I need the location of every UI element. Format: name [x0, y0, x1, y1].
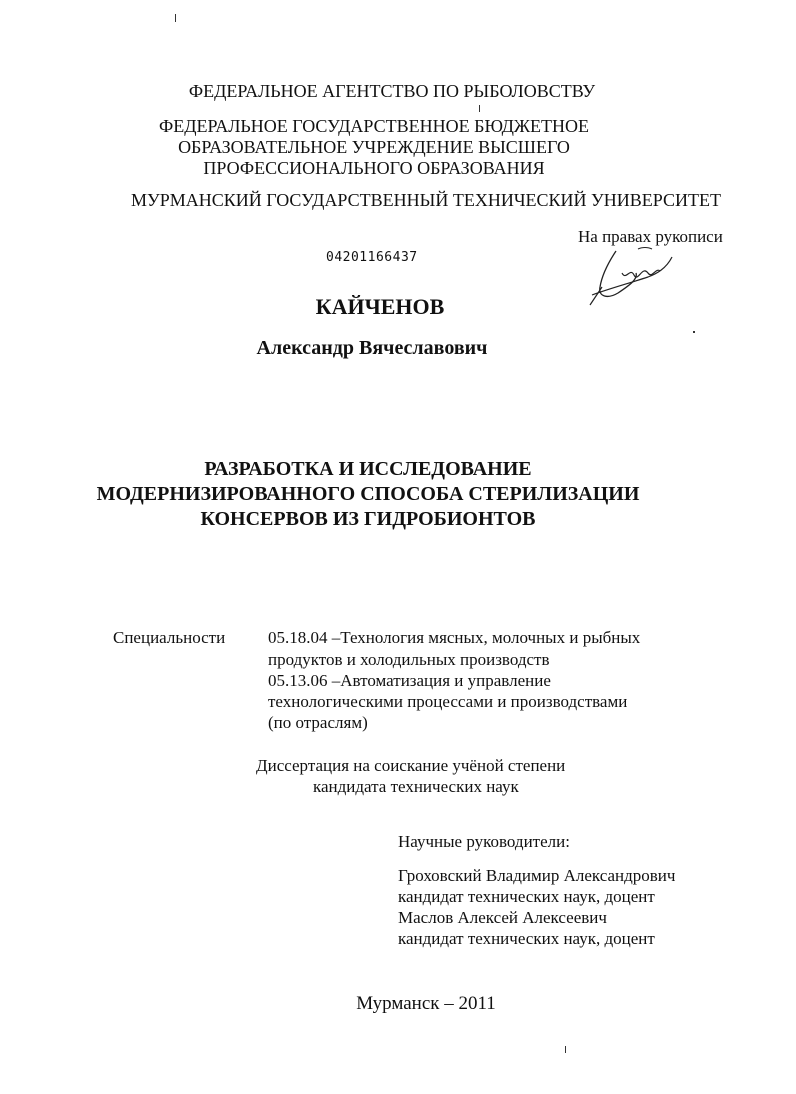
author-surname: КАЙЧЕНОВ [315, 294, 445, 319]
specialty-line: 05.18.04 –Технология мясных, молочных и рыбных [268, 628, 641, 647]
institution-line-2: ОБРАЗОВАТЕЛЬНОЕ УЧРЕЖДЕНИЕ ВЫСШЕГО [178, 137, 570, 157]
supervisor-line: Маслов Алексей Алексеевич [398, 908, 607, 927]
scan-speck [565, 1046, 566, 1053]
rights-note: На правах рукописи [578, 227, 723, 246]
specialty-line: технологическими процессами и производствами [268, 692, 628, 711]
document-number: 04201166437 [326, 250, 418, 265]
scan-speck [693, 331, 695, 333]
supervisor-line: кандидат технических наук, доцент [398, 887, 655, 906]
degree-line-2: кандидата технических наук [313, 777, 519, 796]
scan-speck [479, 105, 480, 112]
title-line-3: КОНСЕРВОВ ИЗ ГИДРОБИОНТОВ [200, 508, 536, 530]
specialty-line: (по отраслям) [268, 713, 368, 732]
degree-line-1: Диссертация на соискание учёной степени [256, 756, 566, 775]
supervisor-line: кандидат технических наук, доцент [398, 929, 655, 948]
specialties-label: Специальности [113, 628, 226, 647]
title-line-2: МОДЕРНИЗИРОВАННОГО СПОСОБА СТЕРИЛИЗАЦИИ [96, 483, 640, 505]
author-given-names: Александр Вячеславович [256, 337, 488, 359]
institution-line-1: ФЕДЕРАЛЬНОЕ ГОСУДАРСТВЕННОЕ БЮДЖЕТНОЕ [159, 116, 589, 136]
specialty-line: 05.13.06 –Автоматизация и управление [268, 671, 551, 690]
specialty-line: продуктов и холодильных производств [268, 650, 550, 669]
agency-name: ФЕДЕРАЛЬНОЕ АГЕНТСТВО ПО РЫБОЛОВСТВУ [188, 81, 596, 101]
city-year: Мурманск – 2011 [356, 993, 496, 1014]
supervisors-heading: Научные руководители: [398, 832, 570, 851]
title-line-1: РАЗРАБОТКА И ИССЛЕДОВАНИЕ [204, 458, 532, 480]
university-name: МУРМАНСКИЙ ГОСУДАРСТВЕННЫЙ ТЕХНИЧЕСКИЙ УНИВЕРСИТЕТ [130, 190, 721, 210]
institution-line-3: ПРОФЕССИОНАЛЬНОГО ОБРАЗОВАНИЯ [203, 158, 545, 178]
scan-speck [175, 14, 176, 22]
supervisor-line: Гроховский Владимир Александрович [398, 866, 676, 885]
